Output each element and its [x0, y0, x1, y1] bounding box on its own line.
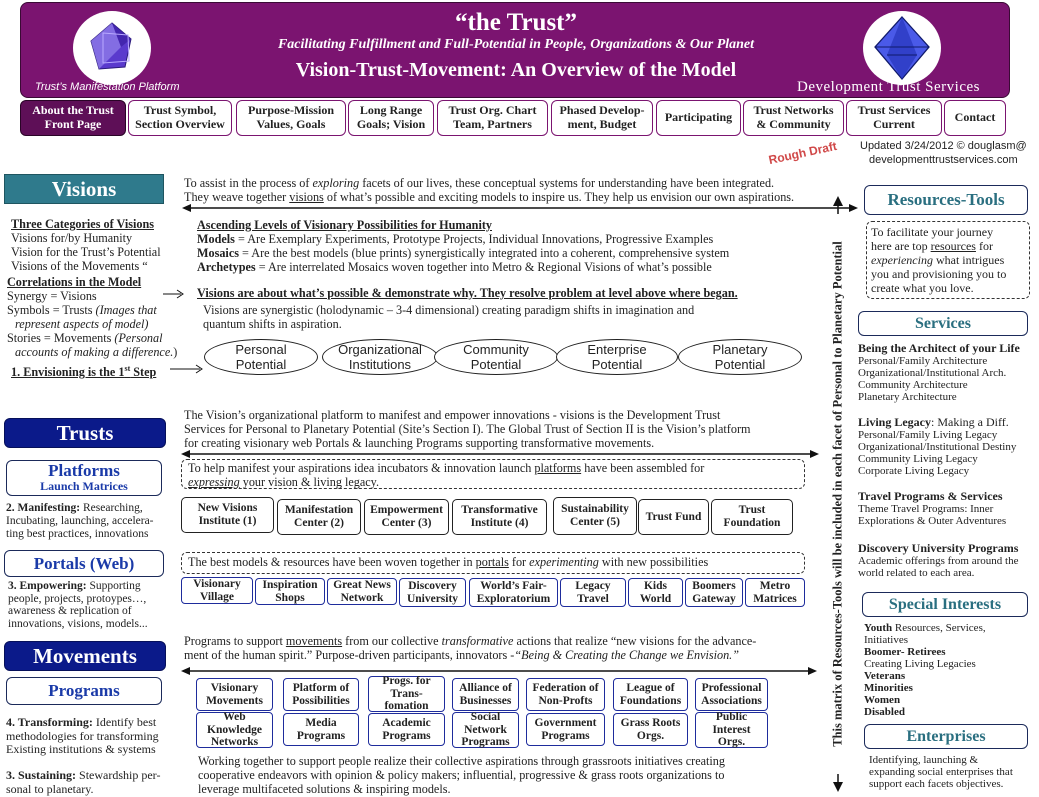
updated-note: Updated 3/24/2012 © douglasm@ developmenttrustservices.com — [860, 140, 1027, 166]
program-grass-roots[interactable]: Grass Roots Orgs. — [613, 713, 688, 746]
manifesting-note: 2. Manifesting: Researching, Incubating, launching, accelera- ting best practices, innovations — [6, 502, 154, 540]
enterprises-title: Enterprises — [864, 724, 1028, 749]
program-government[interactable]: Government Programs — [526, 713, 605, 746]
nav-org-chart[interactable]: Trust Org. Chart Team, Partners — [437, 100, 548, 136]
step-arrow — [170, 364, 204, 374]
vertical-matrix-note: This matrix of Resources-Tools will be included in each facet of Personal to Planetary Potential — [830, 241, 845, 747]
enterprise-potential[interactable]: Enterprise Potential — [556, 339, 678, 375]
nav-about[interactable]: About the Trust Front Page — [20, 100, 126, 136]
sustaining-note: 3. Sustaining: Stewardship per- sonal to planetary. — [6, 768, 161, 796]
nav-contact[interactable]: Contact — [944, 100, 1006, 136]
platform-new-visions[interactable]: New Visions Institute (1) — [181, 497, 274, 533]
page-title: “the Trust” — [455, 9, 577, 36]
program-alliance-of-businesses[interactable]: Alliance of Businesses — [452, 678, 519, 711]
program-public-interest[interactable]: Public Interest Orgs. — [695, 712, 768, 748]
nav-trust-symbol[interactable]: Trust Symbol, Section Overview — [128, 100, 232, 136]
rough-draft-stamp: Rough Draft — [767, 138, 839, 168]
program-platform-of-possibilities[interactable]: Platform of Possibilities — [283, 678, 359, 711]
portal-legacy-travel[interactable]: Legacy Travel — [560, 578, 626, 607]
org-name: Development Trust Services — [797, 79, 980, 95]
movements-outro: Working together to support people realize their collective aspirations through grassroots initiatives creating cooperative endeavors with opinion & policy makers; influential, progressive & grass roots organizations to leverage multifaceted solutions & inspiring models. — [198, 754, 725, 796]
nav-purpose-mission[interactable]: Purpose-Mission Values, Goals — [236, 100, 346, 136]
portals-label: Portals (Web) — [4, 550, 164, 577]
platform-trust-foundation[interactable]: Trust Foundation — [711, 499, 793, 535]
trusts-span-arrow — [181, 449, 819, 459]
movements-banner: Movements — [4, 641, 166, 671]
program-visionary-movements[interactable]: Visionary Movements — [196, 678, 273, 711]
visions-synergistic: Visions are synergistic (holodynamic – 3-4 dimensional) creating paradigm shifts in imagination and quantum shifts in aspiration. — [203, 303, 695, 331]
programs-label: Programs — [6, 677, 162, 705]
planetary-potential[interactable]: Planetary Potential — [678, 339, 802, 375]
program-league-of-foundations[interactable]: League of Foundations — [613, 678, 688, 711]
program-federation-of-non-profits[interactable]: Federation of Non-Profts — [526, 678, 605, 711]
nav-long-range[interactable]: Long Range Goals; Vision — [348, 100, 434, 136]
transforming-note: 4. Transforming: Identify best methodologies for transforming Existing institutions & systems — [6, 715, 159, 756]
program-transformation[interactable]: Progs. for Trans- fomation — [368, 676, 445, 712]
special-interests-list: Youth Resources, Services, Initiatives Boomer- Retirees Creating Living Legacies Veterans Minorities Women Disabled — [864, 622, 986, 718]
platform-trust-fund[interactable]: Trust Fund — [638, 499, 709, 535]
three-categories: Three Categories of Visions Visions for/by Humanity Vision for the Trust’s Potential Visions of the Movements “ — [11, 217, 161, 273]
platforms-description: To help manifest your aspirations idea incubators & innovation launch platforms have been assembled for expressing your vision & living legacy. — [181, 459, 805, 489]
program-media-programs[interactable]: Media Programs — [283, 713, 359, 746]
visions-banner: Visions — [4, 174, 164, 204]
personal-potential[interactable]: Personal Potential — [204, 339, 318, 375]
special-interests-title: Special Interests — [862, 592, 1028, 617]
platform-empowerment[interactable]: Empowerment Center (3) — [364, 499, 449, 535]
enterprises-description: Identifying, launching & expanding social enterprises that support each facets objectives. — [869, 754, 1013, 790]
visions-intro: To assist in the process of exploring facets of our lives, these conceptual systems for understanding have been integrated. They weave together visions of what’s possible and exciting models to inspire us. They help us envision our own aspirations. — [184, 176, 795, 204]
tagline: Facilitating Fulfillment and Full-Potential in People, Organizations & Our Planet — [277, 37, 755, 52]
portal-great-news[interactable]: Great News Network — [327, 578, 397, 605]
services-list: Being the Architect of your Life Personal/Family Architecture Organizational/Institutional Arch. Community Architecture Planetary Architecture Living Legacy: Making a Diff. Personal/Family Living Legacy Organizational/Institutional Destiny Community Living Legacy Corporate Living Legacy Travel Programs & Services Theme Travel Programs: Inner Explorations & Outer Adventures Discovery University Programs Academic offerings from around the world related to each area. — [858, 341, 1020, 579]
platform-manifestation[interactable]: Manifestation Center (2) — [277, 499, 361, 535]
platforms-label: Platforms Launch Matrices — [6, 460, 162, 496]
nav-trust-networks[interactable]: Trust Networks & Community — [743, 100, 844, 136]
resources-description: To facilitate your journey here are top resources for experiencing what intrigues you and provisioning you to create what you love. — [866, 221, 1030, 299]
overview-title: Vision-Trust-Movement: An Overview of the Model — [295, 59, 737, 81]
portal-discovery-university[interactable]: Discovery University — [399, 578, 466, 607]
correlation-arrow — [163, 289, 185, 299]
resources-tools-title: Resources-Tools — [864, 185, 1028, 215]
portal-boomers-gateway[interactable]: Boomers Gateway — [685, 578, 743, 607]
visions-about: Visions are about what’s possible & demonstrate why. They resolve problem at level above where began. — [197, 286, 738, 300]
portal-metro-matrices[interactable]: Metro Matrices — [745, 578, 805, 607]
portals-description: The best models & resources have been woven together in portals for experimenting with new possibilities — [181, 552, 805, 574]
portal-inspiration-shops[interactable]: Inspiration Shops — [255, 578, 325, 605]
nav-phased-development[interactable]: Phased Develop- ment, Budget — [551, 100, 653, 136]
ascending-levels: Ascending Levels of Visionary Possibilities for Humanity Models = Are Exemplary Experiments, Prototype Projects, Individual Innovations, Progressive Examples Mosaics = Are the best models (blue prints) synergistically integrated into a coherent, comprehensive system Archetypes = Are interrelated Mosaics woven together into Metro & Regional Visions of what’s possible — [197, 218, 730, 274]
platform-label: Trust’s Manifestation Platform — [35, 81, 180, 93]
movements-span-arrow — [181, 666, 817, 676]
platform-sustainability[interactable]: Sustainability Center (5) — [553, 497, 637, 535]
program-social-network[interactable]: Social Network Programs — [452, 712, 519, 748]
trusts-intro: The Vision’s organizational platform to manifest and empower innovations - visions is the Development Trust Services for Personal to Planetary Potential (Site’s Section I). The Global Trust of Section II is the Vision’s platform for creating visionary web Portals & launching Programs supporting transformative movements. — [184, 408, 751, 450]
portal-kids-world[interactable]: Kids World — [628, 578, 683, 607]
portal-visionary-village[interactable]: Visionary Village — [181, 577, 253, 604]
envisioning-step: 1. Envisioning is the 1st Step — [11, 364, 157, 380]
nav-trust-services[interactable]: Trust Services Current — [846, 100, 942, 136]
empowering-note: 3. Empowering: Supporting people, projects, protoypes…, awareness & replication of innovations, visions, models... — [8, 580, 148, 630]
portal-worlds-fair[interactable]: World’s Fair- Exploratorium — [469, 578, 558, 607]
trusts-banner: Trusts — [4, 418, 166, 448]
movements-intro: Programs to support movements from our collective transformative actions that realize “new visions for the advance- ment of the human spirit.” Purpose-driven participants, innovators -“Being & Creating the Change we Envision.” — [184, 634, 757, 662]
program-web-knowledge-networks[interactable]: Web Knowledge Networks — [196, 712, 273, 748]
header-banner — [20, 2, 1010, 98]
correlations: Correlations in the Model Synergy = Visions Symbols = Trusts (Images that represent aspects of model) Stories = Movements (Personal accounts of making a difference.) — [7, 275, 178, 359]
organizational-institutions[interactable]: Organizational Institutions — [322, 339, 438, 375]
nav-participating[interactable]: Participating — [656, 100, 741, 136]
program-academic-programs[interactable]: Academic Programs — [368, 713, 445, 746]
services-title: Services — [858, 311, 1028, 336]
program-professional-associations[interactable]: Professional Associations — [695, 678, 768, 711]
visions-span-arrow — [182, 203, 858, 213]
platform-transformative[interactable]: Transformative Institute (4) — [452, 499, 547, 535]
community-potential[interactable]: Community Potential — [434, 339, 558, 375]
